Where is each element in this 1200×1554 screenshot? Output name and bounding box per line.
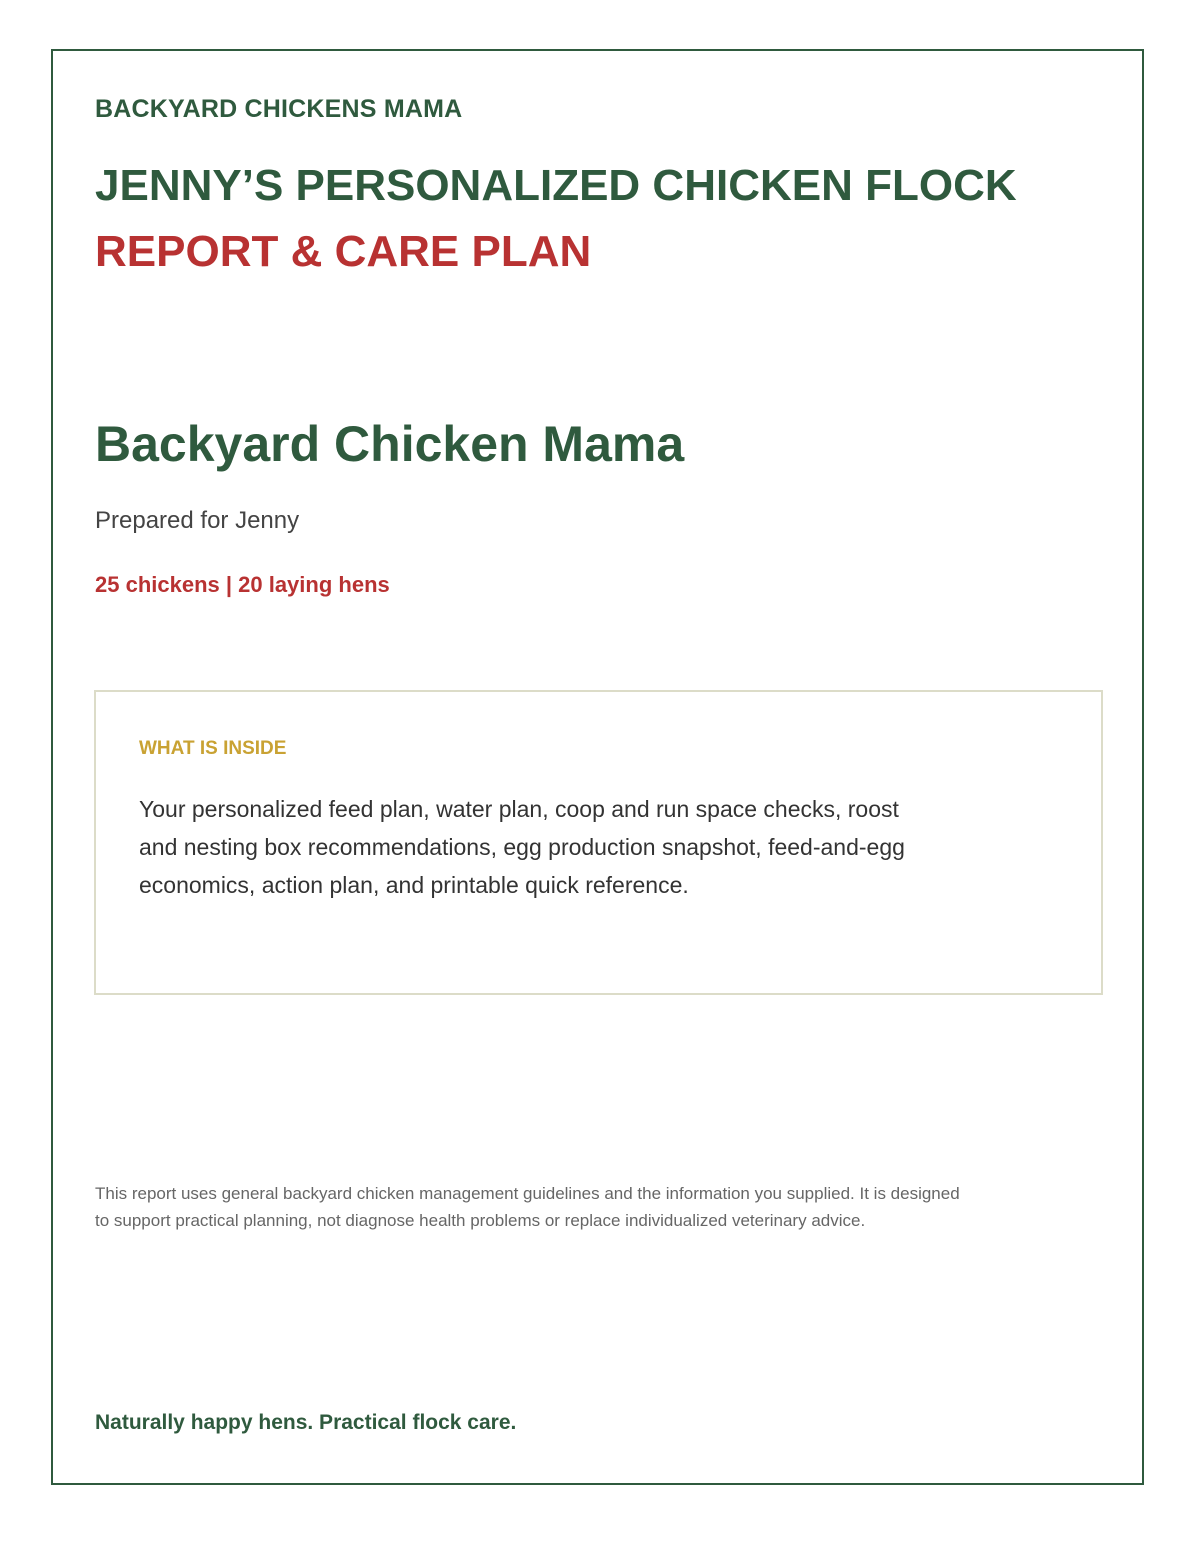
what-is-inside-body: Your personalized feed plan, water plan, coop and run space checks, roost and nesting box recommendations, egg production snapshot, feed-and-egg economics, action plan, and printable quick reference. xyxy=(139,796,905,898)
brand-header: BACKYARD CHICKENS MAMA xyxy=(95,95,463,123)
prepared-for: Prepared for Jenny xyxy=(95,507,300,534)
tagline: Naturally happy hens. Practical flock care. xyxy=(95,1411,517,1434)
flock-stats: 25 chickens | 20 laying hens xyxy=(95,572,390,597)
report-subtitle: REPORT & CARE PLAN xyxy=(95,227,592,276)
report-title: JENNY’S PERSONALIZED CHICKEN FLOCK xyxy=(95,161,1017,210)
what-is-inside-heading: WHAT IS INSIDE xyxy=(139,738,287,759)
brand-name: Backyard Chicken Mama xyxy=(95,416,685,472)
disclaimer: This report uses general backyard chicken management guidelines and the information you supplied. It is designed to support practical planning, not diagnose health problems or replace individualized veterinary advice. xyxy=(95,1184,960,1230)
